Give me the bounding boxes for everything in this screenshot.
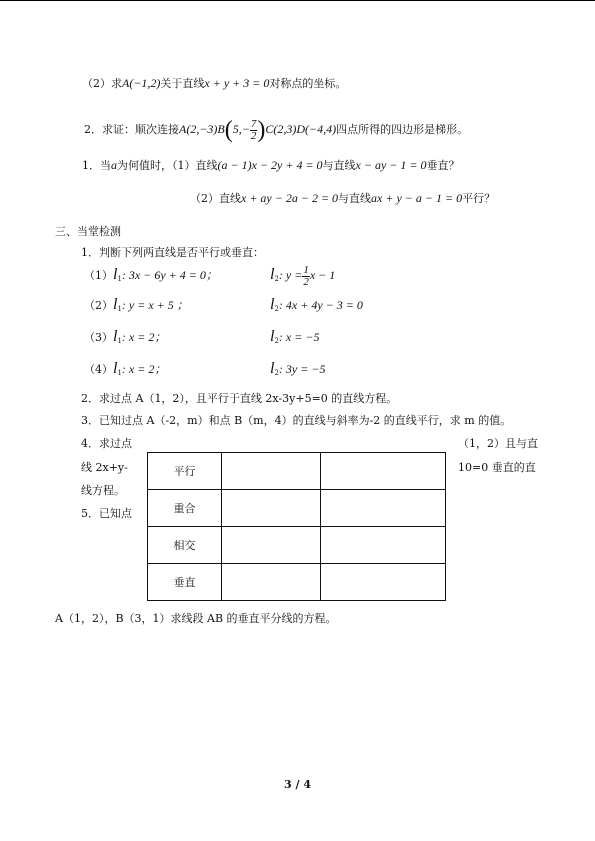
q2-point-d: D(−4,4) xyxy=(296,122,337,136)
q1-mid: 为何值时，（1）直线 xyxy=(117,159,218,172)
q1-end: 垂直？ xyxy=(426,159,460,172)
page-number: 3 / 4 xyxy=(284,778,311,791)
table-cell xyxy=(222,490,321,527)
pair1-l2-symbol: l xyxy=(270,266,275,283)
table-row xyxy=(148,453,446,490)
top-rule xyxy=(0,0,595,1)
pair2-l1-eq: : y = x + 5 ； xyxy=(121,298,189,312)
classification-table xyxy=(147,452,446,601)
pair1-frac-den: 2 xyxy=(303,275,309,288)
pair1-l2-post: x − 1 xyxy=(309,268,336,282)
s3-q4-left1: 4．求过点 xyxy=(81,437,132,450)
pair1-l2-pre: : y = xyxy=(278,268,303,282)
pair2-label: （2） xyxy=(84,299,113,312)
q1-line-eq2: x − ay − 1 = 0 xyxy=(355,158,427,172)
q2-paren-close: ) xyxy=(257,117,266,143)
q1-label: 1．当 xyxy=(82,159,111,172)
q2-point-b-x: 5,− xyxy=(232,122,250,136)
s3-q5-left: 5．已知点 xyxy=(81,507,132,520)
table-row xyxy=(148,490,446,527)
s3-q4-left2: 线 2x+y- xyxy=(81,461,128,474)
q2-point-b-name: B xyxy=(217,122,225,136)
q2-paren-open: ( xyxy=(224,117,233,143)
table-cell xyxy=(222,527,321,564)
table-cell xyxy=(222,564,321,601)
q2-label: 2．求证：顺次连接 xyxy=(84,123,179,136)
q2-end: 四点所得的四边形是梯形。 xyxy=(336,123,469,136)
table-cell xyxy=(321,490,446,527)
pair3-label: （3） xyxy=(84,331,113,344)
q1-p2-mid: 与直线 xyxy=(338,192,372,205)
pair4-right: $l_2$: 3y = −5 xyxy=(270,360,326,377)
pair3-l2-symbol: l xyxy=(270,328,275,345)
q1-var: a xyxy=(111,158,117,172)
table-cell xyxy=(321,453,446,490)
q1-line1 xyxy=(82,158,460,173)
pair1-frac-num: 1 xyxy=(303,263,309,276)
pair2-right: $l_2$: 4x + 4y − 3 = 0 xyxy=(270,296,363,313)
q2-frac-den: 2 xyxy=(250,129,257,142)
s3-q2-text: 2．求过点 A（1，2），且平行于直线 2x-3y+5=0 的直线方程。 xyxy=(81,392,398,405)
pair4-l1-eq: : x = 2； xyxy=(121,362,167,376)
q2-point-a: A(2,−3) xyxy=(179,122,218,136)
pair4-l2-symbol: l xyxy=(270,360,275,377)
pair2-l2-symbol: l xyxy=(270,296,275,313)
pair1-right: $l_2$: y = $\frac{1}{2}$ x − 1 xyxy=(270,263,336,288)
q1-p2-eq1: x + ay − 2a − 2 = 0 xyxy=(241,191,339,205)
row-label-coincide: 重合 xyxy=(148,490,222,527)
s3-q3-text: 3．已知过点 A（-2，m）和点 B（m，4）的直线与斜率为-2 的直线平行，求 m 的值。 xyxy=(81,414,512,427)
s3-q1-text: 1．判断下列两直线是否平行或垂直： xyxy=(81,246,264,259)
s3-q5-continuation: A（1，2），B（3，1）求线段 AB 的垂直平分线的方程。 xyxy=(55,612,337,625)
pair4-l2-eq: : 3y = −5 xyxy=(278,362,326,376)
q1-line-eq1: (a − 1)x − 2y + 4 = 0 xyxy=(217,158,323,172)
q2-part2-mid: 关于直线 xyxy=(160,77,205,90)
q1-p2-label: （2）直线 xyxy=(190,192,241,205)
q2-part2-line-eq: x + y + 3 = 0 xyxy=(204,76,270,90)
table-cell xyxy=(222,453,321,490)
q1-line2 xyxy=(190,191,495,206)
pair1-l1-eq: : 3x − 6y + 4 = 0； xyxy=(121,268,218,282)
row-label-perpendicular: 垂直 xyxy=(148,564,222,601)
pair4-l1-symbol: l xyxy=(113,360,118,377)
table-row xyxy=(148,564,446,601)
q2-proof xyxy=(84,114,468,145)
q1-p2-eq2: ax + y − a − 1 = 0 xyxy=(371,191,463,205)
pair2-left: $(2)l_1$: y = x + 5 ； xyxy=(84,296,189,313)
s3-q4-left3: 线方程。 xyxy=(81,484,125,497)
pair4-left: $(4)l_1$: x = 2； xyxy=(84,360,167,377)
q2-part2-point: A(−1,2) xyxy=(122,76,161,90)
q2-part2-line xyxy=(82,76,346,91)
table-cell xyxy=(321,564,446,601)
q2-frac-num: 7 xyxy=(250,117,257,130)
s3-q4-right1: （1，2）且与直 xyxy=(458,437,538,450)
s3-q4-right2: 10=0 垂直的直 xyxy=(458,461,536,474)
pair1-l1-symbol: l xyxy=(113,266,118,283)
pair1-label: （1） xyxy=(84,269,113,282)
pair4-label: （4） xyxy=(84,363,113,376)
pair2-l1-symbol: l xyxy=(113,296,118,313)
pair3-left: $(3)l_1$: x = 2； xyxy=(84,328,167,345)
pair3-l1-eq: : x = 2； xyxy=(121,330,167,344)
q2-point-c: C(2,3) xyxy=(265,122,297,136)
row-label-intersect: 相交 xyxy=(148,527,222,564)
section3-heading: 三、当堂检测 xyxy=(55,225,121,238)
table-cell xyxy=(321,527,446,564)
pair1-l2-frac xyxy=(302,265,310,288)
pair3-l2-eq: : x = −5 xyxy=(278,330,320,344)
q2-part2-end: 对称点的坐标。 xyxy=(269,77,347,90)
pair3-l1-symbol: l xyxy=(113,328,118,345)
q1-p2-end: 平行？ xyxy=(462,192,496,205)
pair2-l2-eq: : 4x + 4y − 3 = 0 xyxy=(278,298,363,312)
q1-mid2: 与直线 xyxy=(322,159,356,172)
q2-part2-label: （2）求 xyxy=(82,77,122,90)
row-label-parallel: 平行 xyxy=(148,453,222,490)
table-row xyxy=(148,527,446,564)
pair3-right: $l_2$: x = −5 xyxy=(270,328,320,345)
pair1-left: $(1)l_1$: 3x − 6y + 4 = 0； xyxy=(84,266,218,283)
